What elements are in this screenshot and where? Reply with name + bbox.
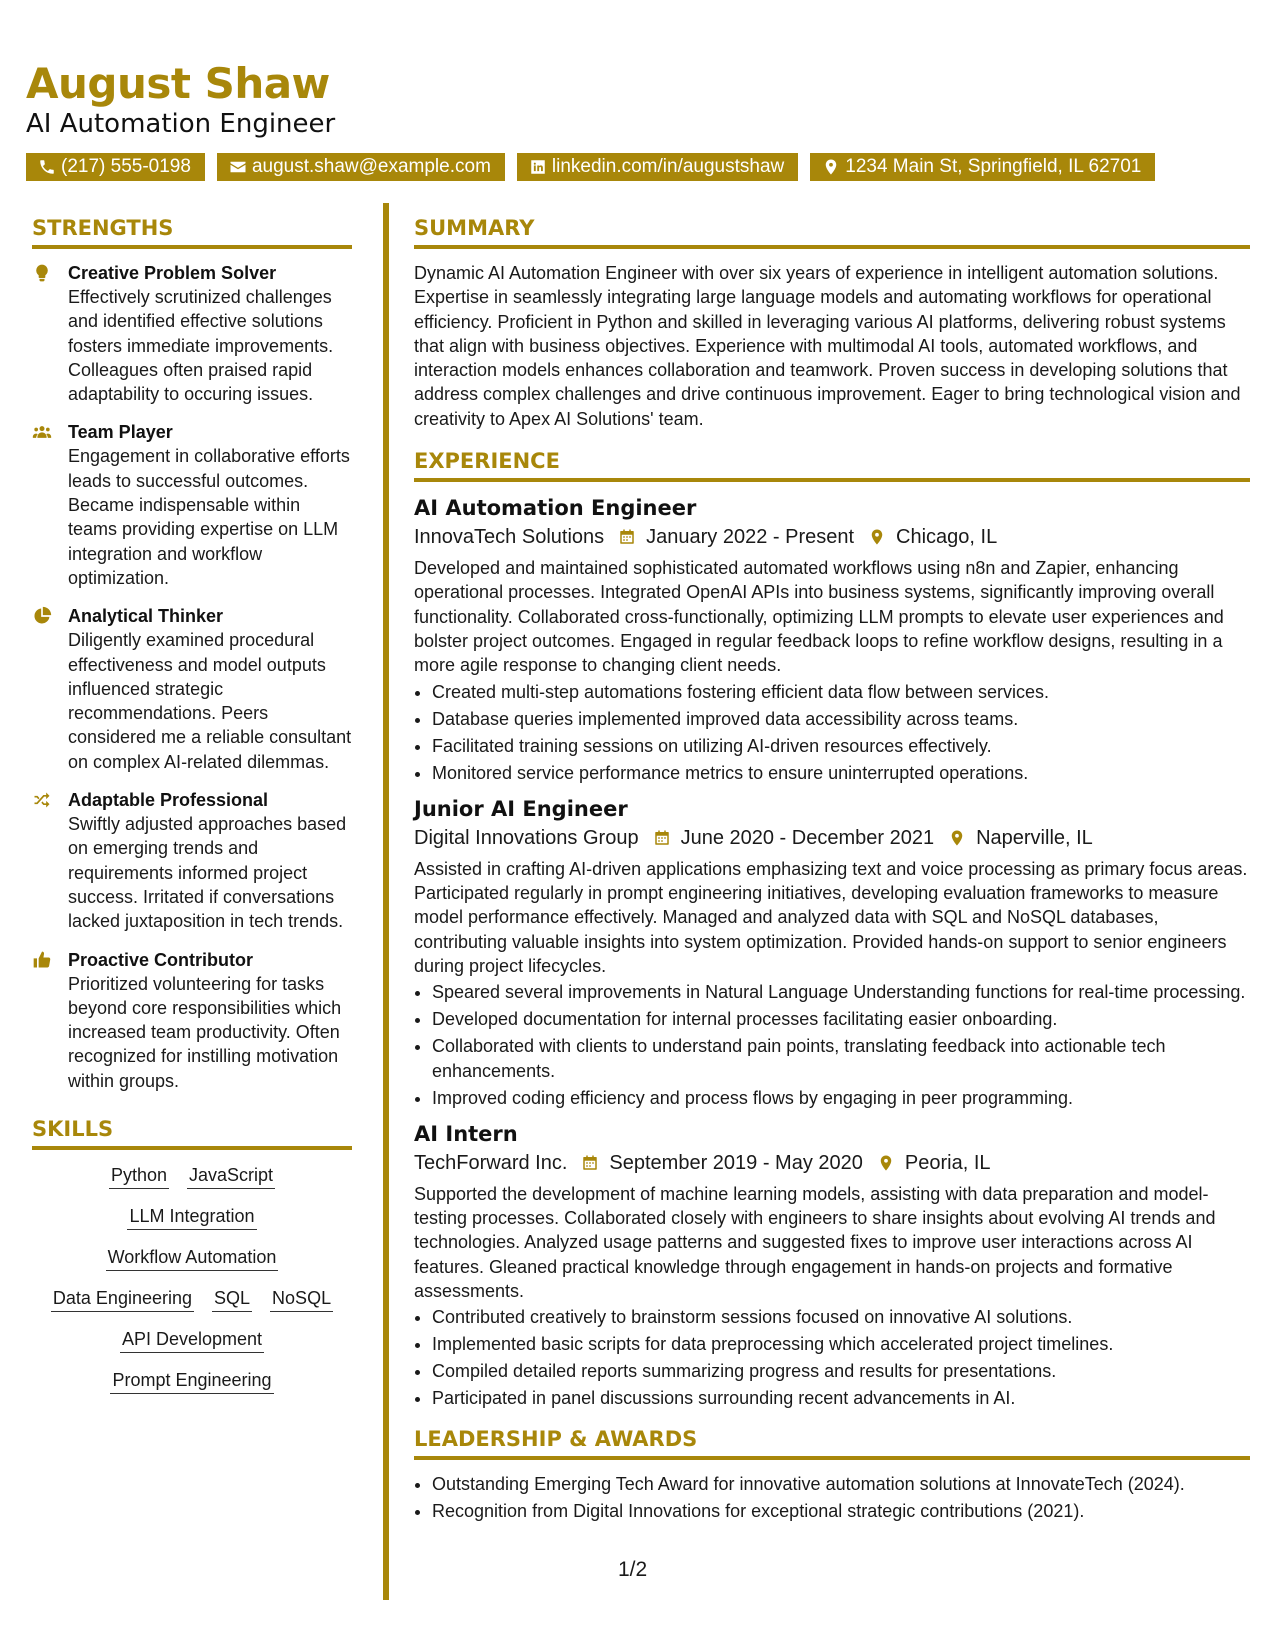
strength-title: Creative Problem Solver	[68, 263, 277, 283]
list-item: • Improved coding efficiency and process flows by engaging in peer programming.	[432, 1086, 1250, 1110]
list-item: • Implemented basic scripts for data preprocessing which accelerated project timelines.	[432, 1332, 1250, 1356]
phone-icon	[38, 158, 56, 176]
location-pin-icon	[822, 158, 840, 176]
linkedin-icon	[529, 158, 547, 176]
job-title: Junior AI Engineer	[414, 796, 628, 821]
skill-tag: SQL	[212, 1285, 252, 1312]
job-entry	[414, 795, 1250, 1110]
list-item: • Database queries implemented improved data accessibility across teams.	[432, 707, 1250, 731]
job-meta	[414, 522, 1250, 552]
job-company: Digital Innovations Group	[414, 826, 639, 849]
job-description: Developed and maintained sophisticated automated workflows using n8n and Zapier, enhancing operational processes. Integrated OpenAI APIs into business systems, significantly improving overall functionality. Collaborated cross-functionally, optimizing LLM prompts to elevate user experiences and bolster project outcomes. Engaged in regular feedback loops to refine workflow designs, resulting in a more agile response to changing client needs.	[414, 558, 1224, 676]
strengths-heading: STRENGTHS	[32, 214, 352, 249]
contact-phone[interactable]	[26, 153, 205, 181]
awards-list	[414, 1472, 1250, 1523]
job-bullets	[414, 980, 1250, 1110]
job-dates: June 2020 - December 2021	[680, 826, 935, 849]
left-column	[32, 214, 352, 1408]
calendar-icon	[618, 528, 636, 546]
list-item: • Facilitated training sessions on utilizing AI-driven resources effectively.	[432, 734, 1250, 758]
job-bullets	[414, 1305, 1250, 1410]
job-dates: September 2019 - May 2020	[609, 1151, 863, 1174]
skills-list	[32, 1162, 352, 1394]
page-number: 1/2	[618, 1558, 648, 1581]
strength-item	[32, 948, 352, 1093]
candidate-title: AI Automation Engineer	[26, 109, 336, 139]
strength-item	[32, 420, 352, 590]
list-item: • Collaborated with clients to understand pain points, translating feedback into actionable tech enhancements.	[432, 1034, 1250, 1083]
strength-title: Team Player	[68, 422, 173, 443]
job-location: Peoria, IL	[904, 1151, 991, 1174]
skill-tag: API Development	[120, 1326, 264, 1353]
contact-bar	[26, 153, 1155, 181]
pie-chart-icon	[32, 606, 52, 626]
job-title: AI Automation Engineer	[414, 496, 697, 521]
right-column	[414, 214, 1250, 1526]
job-description: Supported the development of machine learning models, assisting with data preparation and model-testing processes. Collaborated closely with engineers to share insights about evolving AI trends and technologies. Analyzed usage patterns and suggested fixes to improve user interactions across AI features. Gleaned practical knowledge through engagement in hands-on projects and formative assessments.	[414, 1183, 1216, 1302]
skill-tag: Workflow Automation	[106, 1244, 279, 1271]
job-description: Assisted in crafting AI-driven applications emphasizing text and voice processing as primary focus areas. Participated regularly in prompt engineering initiatives, developing evaluation frameworks to measure model performance effectively. Managed and analyzed data with SQL and NoSQL databases, contributing valuable insights into system optimization. Provided hands-on support to senior engineers during project lifecycles.	[414, 858, 1248, 976]
strength-title: Proactive Contributor	[68, 949, 254, 970]
skills-heading: SKILLS	[32, 1115, 352, 1150]
contact-email-text: august.shaw@example.com	[251, 156, 491, 177]
strength-desc: Engagement in collaborative efforts leads to successful outcomes. Became indispensable within teams providing expertise on LLM integration and workflow optimization.	[68, 446, 350, 588]
summary-text: Dynamic AI Automation Engineer with over six years of experience in intelligent automation solutions. Expertise in seamlessly integrating large language models and automating workflows for operational efficiency. Proficient in Python and skilled in leveraging various AI platforms, delivering robust systems that align with business objectives. Experience with multimodal AI tools, automated workflows, and interaction models enhances collaboration and teamwork. Proven success in developing solutions that address complex challenges and drive continuous improvement. Eager to bring technological vision and creativity to Apex AI Solutions' team.	[414, 263, 1241, 429]
list-item: • Compiled detailed reports summarizing progress and results for presentations.	[432, 1359, 1250, 1383]
thumbs-up-icon	[32, 950, 52, 970]
contact-phone-text: (217) 555-0198	[61, 156, 191, 177]
lightbulb-icon	[32, 263, 52, 283]
strength-desc: Diligently examined procedural effectiveness and model outputs influenced strategic recommendations. Peers considered me a reliable consultant on complex AI-related dilemmas.	[68, 630, 352, 772]
candidate-name: August Shaw	[26, 59, 330, 108]
strength-item	[32, 788, 352, 933]
contact-email[interactable]	[217, 153, 505, 181]
experience-heading: EXPERIENCE	[414, 447, 1250, 482]
list-item: • Outstanding Emerging Tech Award for innovative automation solutions at InnovateTech (2024).	[432, 1472, 1250, 1496]
skill-tag: LLM Integration	[127, 1203, 256, 1230]
users-icon	[32, 422, 52, 442]
list-item: • Monitored service performance metrics to ensure uninterrupted operations.	[432, 761, 1250, 785]
column-divider	[383, 203, 389, 1600]
skill-tag: NoSQL	[270, 1285, 333, 1312]
contact-address	[810, 153, 1155, 181]
job-dates: January 2022 - Present	[646, 526, 855, 549]
job-company: TechForward Inc.	[414, 1151, 568, 1174]
job-entry	[414, 494, 1250, 785]
job-title: AI Intern	[414, 1121, 518, 1146]
list-item: • Created multi-step automations fostering efficient data flow between services.	[432, 680, 1250, 704]
skill-tag: JavaScript	[187, 1162, 275, 1189]
contact-linkedin[interactable]	[517, 153, 798, 181]
job-meta	[414, 1148, 1250, 1178]
awards-heading: LEADERSHIP & AWARDS	[414, 1425, 1250, 1460]
resume-header	[26, 58, 335, 140]
job-location: Naperville, IL	[976, 826, 1093, 849]
strength-desc: Swiftly adjusted approaches based on emerging trends and requirements informed project success. Irritated if conversations lacked juxtaposition in tech trends.	[68, 814, 347, 932]
list-item: • Speared several improvements in Natural Language Understanding functions for real-time processing.	[432, 980, 1250, 1004]
location-pin-icon	[877, 1154, 895, 1172]
strength-desc: Effectively scrutinized challenges and identified effective solutions fosters immediate improvements. Colleagues often praised rapid adaptability to occuring issues.	[68, 287, 334, 405]
job-bullets	[414, 680, 1250, 785]
strength-title: Adaptable Professional	[68, 790, 269, 811]
skill-tag: Data Engineering	[51, 1285, 194, 1312]
job-company: InnovaTech Solutions	[414, 526, 605, 549]
location-pin-icon	[948, 829, 966, 847]
strength-item	[32, 261, 352, 406]
list-item: • Recognition from Digital Innovations for exceptional strategic contributions (2021).	[432, 1499, 1250, 1523]
contact-address-text: 1234 Main St, Springfield, IL 62701	[845, 156, 1142, 177]
skill-tag: Python	[109, 1162, 169, 1189]
shuffle-icon	[32, 790, 52, 810]
job-location: Chicago, IL	[896, 526, 998, 549]
strength-item	[32, 604, 352, 774]
list-item: • Developed documentation for internal processes facilitating easier onboarding.	[432, 1007, 1250, 1031]
calendar-icon	[653, 829, 671, 847]
skill-tag: Prompt Engineering	[110, 1367, 273, 1394]
job-entry	[414, 1120, 1250, 1411]
summary-heading: SUMMARY	[414, 214, 1250, 249]
strength-desc: Prioritized volunteering for tasks beyond core responsibilities which increased team productivity. Often recognized for instilling motivation within groups.	[68, 973, 342, 1091]
strength-title: Analytical Thinker	[68, 606, 224, 627]
contact-linkedin-text: linkedin.com/in/augustshaw	[551, 156, 785, 177]
list-item: • Participated in panel discussions surrounding recent advancements in AI.	[432, 1386, 1250, 1410]
list-item: • Contributed creatively to brainstorm sessions focused on innovative AI solutions.	[432, 1305, 1250, 1329]
location-pin-icon	[868, 528, 886, 546]
envelope-icon	[229, 158, 247, 176]
calendar-icon	[581, 1154, 599, 1172]
job-meta	[414, 823, 1250, 853]
